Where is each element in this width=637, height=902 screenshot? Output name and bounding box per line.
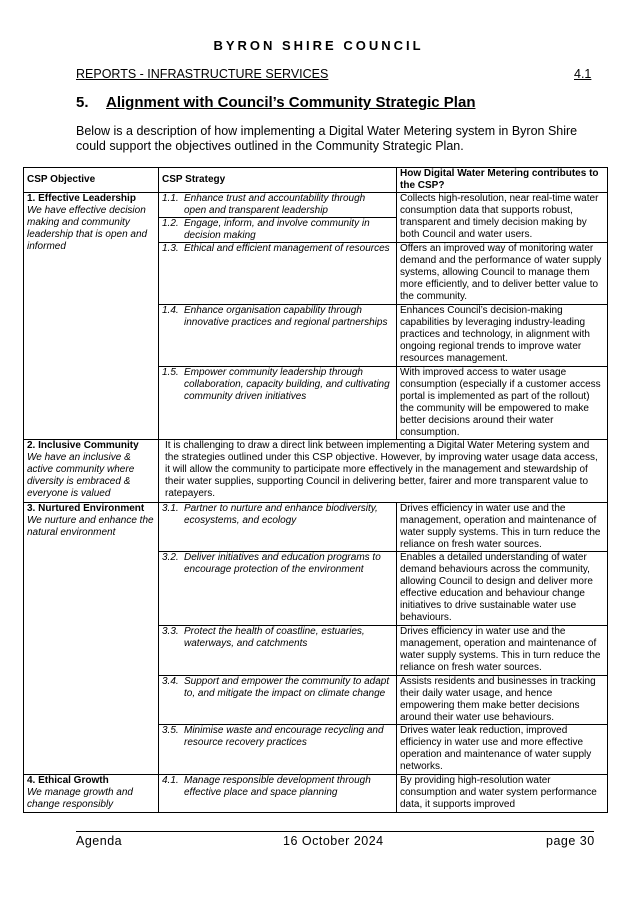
contribution-cell: Drives efficiency in water use and the management, operation and maintenance of water supply systems. This in turn reduce the reliance on fresh water sources. [397, 626, 608, 676]
strategy-cell [159, 243, 397, 305]
strategy-number: 1.4. [162, 305, 179, 316]
contribution-cell: It is challenging to draw a direct link between implementing a Digital Water Metering system and the strategies outlined under this CSP objective. However, by improving water usage data access, it will allow the community to participate more effectively in the management and stewardship of their water supplies, supporting Council in delivering better, fairer and more transparent value to ratepayers. [159, 440, 608, 503]
strategy-cell [159, 775, 397, 813]
objective-title: 1. Effective Leadership [27, 193, 136, 204]
contribution-cell: By providing high-resolution water consumption and water system performance data, it supports improved [397, 775, 608, 813]
strategy-number: 1.2. [162, 218, 179, 229]
strategy-cell [159, 503, 397, 552]
strategy-text: Support and empower the community to adapt to, and mitigate the impact on climate change [184, 676, 390, 699]
strategy-cell [159, 193, 397, 218]
table-row [24, 775, 608, 813]
objective-description: We manage growth and change responsibly [27, 787, 133, 810]
strategy-text: Empower community leadership through collaboration, capacity building, and cultivating community driven initiatives [184, 367, 390, 402]
contribution-cell: Drives water leak reduction, improved efficiency in water use and more effective operation and maintenance of water supply networks. [397, 725, 608, 775]
contribution-cell: Collects high-resolution, near real-time water consumption data that supports robust, transparent and timely decision making by both Council and water users. [397, 193, 608, 243]
header-contribution: How Digital Water Metering contributes to the CSP? [397, 168, 608, 193]
table-row [24, 193, 608, 218]
section-title: Alignment with Council’s Community Strategic Plan [106, 94, 476, 111]
strategy-number: 4.1. [162, 775, 179, 786]
strategy-number: 3.4. [162, 676, 179, 687]
csp-alignment-table [23, 167, 608, 813]
strategy-cell [159, 725, 397, 775]
strategy-cell [159, 305, 397, 367]
header-csp-objective: CSP Objective [24, 168, 159, 193]
header-csp-strategy: CSP Strategy [159, 168, 397, 193]
objective-title: 2. Inclusive Community [27, 440, 139, 451]
strategy-text: Protect the health of coastline, estuaries, waterways, and catchments [184, 626, 365, 649]
table-header-row [24, 168, 608, 193]
strategy-text: Manage responsible development through effective place and space planning [184, 775, 371, 798]
strategy-text: Enhance trust and accountability through open and transparent leadership [184, 193, 366, 216]
objective-cell [24, 775, 159, 813]
contribution-cell: Offers an improved way of monitoring water demand and the performance of water supply systems, allowing Council to manage them more efficiently, and to deliver better value to the community. [397, 243, 608, 305]
strategy-cell [159, 552, 397, 626]
footer-agenda: Agenda [76, 834, 123, 848]
objective-description: We nurture and enhance the natural environment [27, 515, 154, 538]
intro-paragraph: Below is a description of how implementing a Digital Water Metering system in Byron Shire could support the objectives outlined in the Community Strategic Plan. [76, 124, 578, 153]
contribution-cell: Enables a detailed understanding of water demand behaviours across the community, allowing Council to design and deliver more effective education and behaviour change initiatives to drive sustainable water use behaviours. [397, 552, 608, 626]
strategy-number: 1.5. [162, 367, 179, 378]
strategy-cell [159, 367, 397, 440]
footer-divider [76, 831, 594, 832]
strategy-number: 3.3. [162, 626, 179, 637]
footer-page-number: page 30 [546, 834, 595, 848]
objective-description: We have effective decision making and community leadership that is open and informed [27, 205, 148, 252]
strategy-text: Minimise waste and encourage recycling and resource recovery practices [184, 725, 384, 748]
strategy-number: 3.5. [162, 725, 179, 736]
contribution-cell: Drives efficiency in water use and the management, operation and maintenance of water supply systems. This in turn reduce the reliance on fresh water sources. [397, 503, 608, 552]
strategy-cell [159, 218, 397, 243]
objective-title: 3. Nurtured Environment [27, 503, 145, 514]
contribution-cell: With improved access to water usage consumption (especially if a customer access portal is implemented as part of the rollout) the community will be empowered to make better decisions around their water consumption. [397, 367, 608, 440]
objective-cell [24, 193, 159, 440]
footer-date: 16 October 2024 [283, 834, 384, 848]
report-category: REPORTS - INFRASTRUCTURE SERVICES [76, 67, 329, 81]
contribution-cell: Assists residents and businesses in tracking their daily water usage, and hence empowering them make better decisions around their water use behaviours. [397, 676, 608, 725]
objective-description: We have an inclusive & active community where diversity is embraced & everyone is valued [27, 452, 135, 499]
item-number: 4.1 [574, 67, 592, 81]
objective-cell [24, 503, 159, 775]
strategy-number: 3.2. [162, 552, 179, 563]
strategy-text: Enhance organisation capability through innovative practices and regional partnerships [184, 305, 388, 328]
strategy-text: Partner to nurture and enhance biodiversity, ecosystems, and ecology [184, 503, 378, 526]
table-row [24, 503, 608, 552]
strategy-cell [159, 676, 397, 725]
section-number: 5. [76, 94, 89, 111]
strategy-text: Ethical and efficient management of resources [184, 243, 390, 254]
table-row [24, 440, 608, 503]
strategy-cell [159, 626, 397, 676]
objective-cell [24, 440, 159, 503]
strategy-number: 1.3. [162, 243, 179, 254]
strategy-number: 1.1. [162, 193, 179, 204]
strategy-number: 3.1. [162, 503, 179, 514]
contribution-cell: Enhances Council’s decision-making capabilities by leveraging industry-leading practices and technology, in alignment with ongoing regional trends to improve water resources management. [397, 305, 608, 367]
strategy-text: Engage, inform, and involve community in decision making [184, 218, 370, 241]
strategy-text: Deliver initiatives and education programs to encourage protection of the environment [184, 552, 381, 575]
section-heading [76, 94, 475, 111]
objective-title: 4. Ethical Growth [27, 775, 109, 786]
council-name: BYRON SHIRE COUNCIL [213, 38, 424, 53]
